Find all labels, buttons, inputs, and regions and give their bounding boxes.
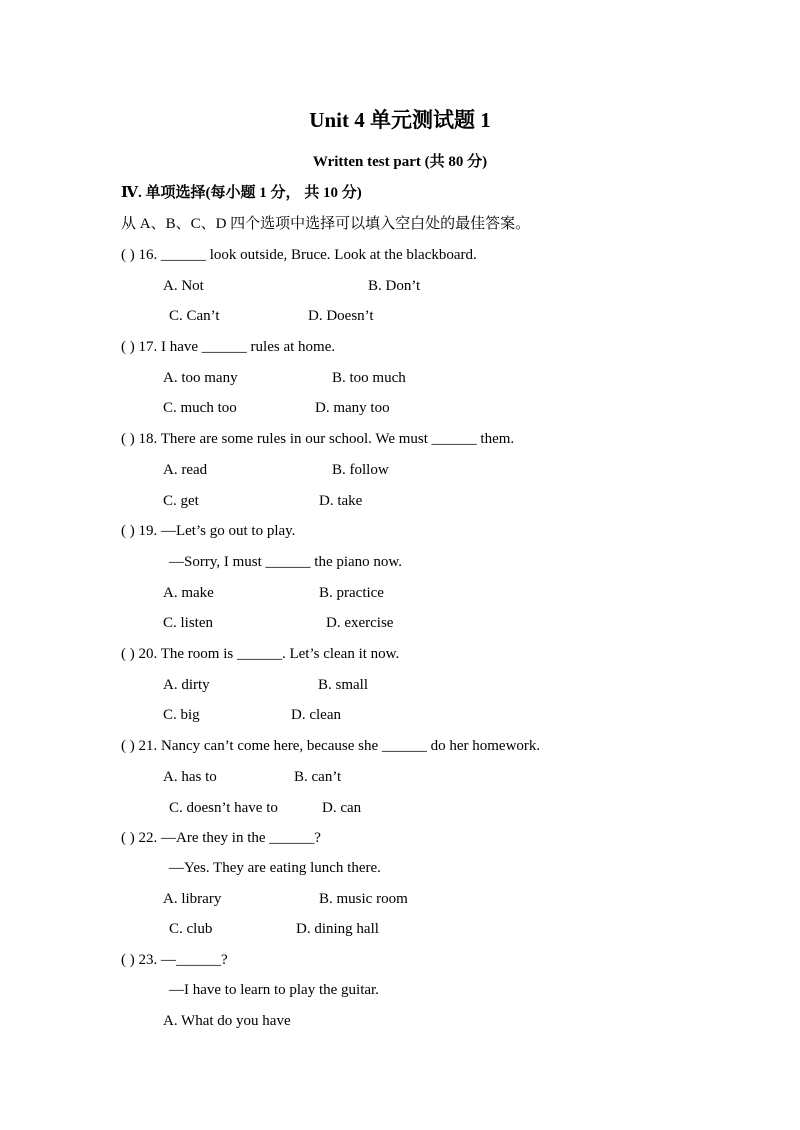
- question-22-option-c: C. club: [169, 921, 213, 937]
- question-19-option-c: C. listen: [163, 615, 214, 631]
- question-18-option-a: A. read: [163, 462, 208, 478]
- question-17-option-d: D. many too: [315, 400, 390, 416]
- question-22-option-a: A. library: [163, 891, 222, 907]
- question-22-reply: —Yes. They are eating lunch there.: [169, 860, 381, 876]
- question-18-option-d: D. take: [319, 493, 363, 509]
- question-23-option-a: A. What do you have: [163, 1013, 291, 1029]
- question-16-option-d: D. Doesn’t: [308, 308, 374, 324]
- question-16-option-a: A. Not: [163, 278, 204, 294]
- question-19-option-d: D. exercise: [326, 615, 394, 631]
- question-22-option-d: D. dining hall: [296, 921, 379, 937]
- question-19-option-b: B. practice: [319, 585, 384, 601]
- question-20-stem: ( ) 20. The room is ______. Let’s clean it now.: [121, 646, 400, 662]
- question-16-option-c: C. Can’t: [169, 308, 220, 324]
- question-19-reply: —Sorry, I must ______ the piano now.: [169, 554, 403, 570]
- question-21-option-b: B. can’t: [294, 769, 342, 785]
- question-19-stem: ( ) 19. —Let’s go out to play.: [121, 523, 296, 539]
- question-17-option-b: B. too much: [332, 370, 406, 386]
- question-18-option-b: B. follow: [332, 462, 389, 478]
- question-21-option-c: C. doesn’t have to: [169, 800, 278, 816]
- question-17-option-c: C. much too: [163, 400, 237, 416]
- question-17-stem: ( ) 17. I have ______ rules at home.: [121, 339, 336, 355]
- question-21-stem: ( ) 21. Nancy can’t come here, because she ______ do her homework.: [121, 738, 541, 754]
- question-16-stem: ( ) 16. ______ look outside, Bruce. Look at the blackboard.: [121, 247, 477, 263]
- question-17-option-a: A. too many: [163, 370, 238, 386]
- question-22-stem: ( ) 22. —Are they in the ______?: [121, 830, 321, 846]
- question-19-option-a: A. make: [163, 585, 214, 601]
- section-heading: Ⅳ. 单项选择(每小题 1 分， 共 10 分): [121, 185, 362, 201]
- question-23-reply: —I have to learn to play the guitar.: [169, 982, 379, 998]
- question-20-option-b: B. small: [318, 677, 369, 693]
- question-21-option-a: A. has to: [163, 769, 217, 785]
- question-22-option-b: B. music room: [319, 891, 408, 907]
- question-20-option-d: D. clean: [291, 707, 341, 723]
- question-23-stem: ( ) 23. —______?: [121, 952, 228, 968]
- question-16-option-b: B. Don’t: [368, 278, 421, 294]
- page-title: Unit 4 单元测试题 1: [309, 108, 491, 132]
- question-20-option-a: A. dirty: [163, 677, 210, 693]
- instruction-text: 从 A、B、C、D 四个选项中选择可以填入空白处的最佳答案。: [121, 216, 531, 232]
- part-heading: Written test part (共 80 分): [312, 154, 488, 170]
- question-21-option-d: D. can: [322, 800, 362, 816]
- question-18-option-c: C. get: [163, 493, 199, 509]
- question-18-stem: ( ) 18. There are some rules in our school. We must ______ them.: [121, 431, 515, 447]
- question-20-option-c: C. big: [163, 707, 200, 723]
